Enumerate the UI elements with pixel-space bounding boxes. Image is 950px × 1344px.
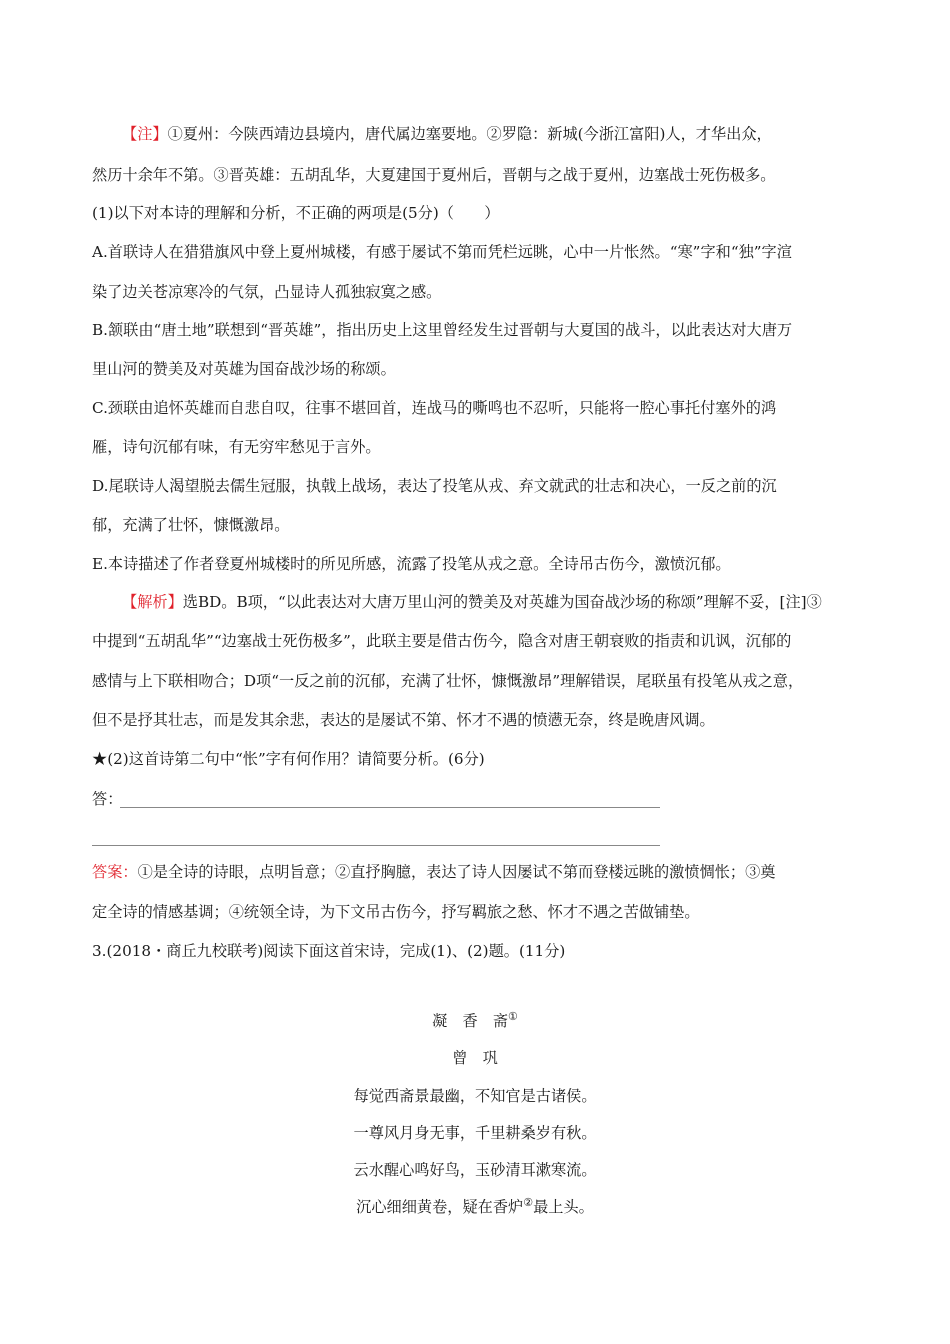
question-2-stem: ★(2)这首诗第二句中“怅”字有何作用？请简要分析。(6分): [92, 750, 485, 768]
answer-blank-line-1[interactable]: [120, 807, 660, 808]
option-c-line-1: C.颈联由追怀英雄而自悲自叹，往事不堪回首，连战马的嘶鸣也不忍听，只能将一腔心事托付塞外的鸿: [92, 399, 777, 417]
analysis-line-3: 感情与上下联相吻合；D项“一反之前的沉郁，充满了壮怀，慷慨激昂”理解错误，尾联虽有投笔从戎之意，: [92, 672, 804, 690]
note-text: ①夏州：今陕西靖边县境内，唐代属边塞要地。②罗隐：新城(今浙江富阳)人，才华出众，: [167, 125, 772, 143]
option-d-line-2: 郁，充满了壮怀，慷慨激昂。: [92, 516, 290, 534]
poem-line-4-b: 最上头。: [533, 1198, 594, 1216]
poem-author: 曾 巩: [452, 1049, 498, 1067]
answer-key-line-2: 定全诗的情感基调；④统领全诗，为下文吊古伤今，抒写羁旅之愁、怀才不遇之苦做铺垫。: [92, 903, 700, 921]
poem-line-4: [0, 1196, 950, 1218]
poem-title-footnote: ①: [508, 1009, 518, 1023]
option-e-line-1: E.本诗描述了作者登夏州城楼时的所见所感，流露了投笔从戎之意。全诗吊古伤今，激愤沉郁。: [92, 555, 731, 573]
analysis-text: 选BD。B项，“以此表达对大唐万里山河的赞美及对英雄为国奋战沙场的称颂”理解不妥，[注]③: [182, 593, 822, 611]
poem-line-4-a: 沉心细细黄卷，疑在香炉: [356, 1198, 524, 1216]
option-c-line-2: 雁，诗句沉郁有味，有无穷牢愁见于言外。: [92, 438, 381, 456]
option-a-line-2: 染了边关苍凉寒冷的气氛，凸显诗人孤独寂寞之感。: [92, 283, 442, 301]
note-line-2: 然历十余年不第。③晋英雄：五胡乱华，大夏建国于夏州后，晋朝与之战于夏州，边塞战士死伤极多。: [92, 166, 776, 184]
analysis-line-1: [122, 591, 897, 613]
note-line-1: [122, 123, 897, 145]
poem-title-text: 凝 香 斋: [432, 1012, 509, 1030]
answer-label: 答：: [92, 790, 123, 808]
note-tag: 【注】: [122, 125, 168, 143]
answer-key-line-1: [92, 861, 867, 883]
analysis-tag: 【解析】: [122, 593, 183, 611]
poem-line-3: 云水醒心鸣好鸟，玉砂清耳漱寒流。: [353, 1161, 597, 1179]
option-b-line-1: B.颔联由“唐土地”联想到“晋英雄”，指出历史上这里曾经发生过晋朝与大夏国的战斗，以此表达对大唐万: [92, 321, 793, 339]
poem-line-4-footnote: ②: [523, 1195, 534, 1209]
answer-blank-line-2[interactable]: [92, 845, 660, 846]
analysis-line-2: 中提到“五胡乱华”“边塞战士死伤极多”，此联主要是借古伤今，隐含对唐王朝衰败的指责和讥讽，沉郁的: [92, 632, 792, 650]
question-3-stem: 3.(2018・商丘九校联考)阅读下面这首宋诗，完成(1)、(2)题。(11分): [92, 942, 566, 960]
option-a-line-1: A.首联诗人在猎猎旗风中登上夏州城楼，有感于屡试不第而凭栏远眺，心中一片怅然。“寒”字和“独”字渲: [92, 243, 792, 261]
poem-line-1: 每觉西斋景最幽，不知官是古诸侯。: [353, 1087, 597, 1105]
poem-title: [0, 1010, 950, 1032]
question-1-stem: (1)以下对本诗的理解和分析，不正确的两项是(5分)（ ）: [92, 204, 500, 222]
answer-key-text: ①是全诗的诗眼，点明旨意；②直抒胸臆，表达了诗人因屡试不第而登楼远眺的激愤惆怅；③奠: [137, 863, 776, 881]
analysis-line-4: 但不是抒其壮志，而是发其余悲，表达的是屡试不第、怀才不遇的愤懑无奈，终是晚唐风调。: [92, 711, 715, 729]
poem-line-2: 一尊风月身无事，千里耕桑岁有秋。: [353, 1124, 597, 1142]
option-b-line-2: 里山河的赞美及对英雄为国奋战沙场的称颂。: [92, 360, 396, 378]
answer-key-tag: 答案：: [92, 863, 138, 881]
option-d-line-1: D.尾联诗人渴望脱去儒生冠服，执戟上战场，表达了投笔从戎、弃文就武的壮志和决心，一反之前的沉: [92, 477, 777, 495]
